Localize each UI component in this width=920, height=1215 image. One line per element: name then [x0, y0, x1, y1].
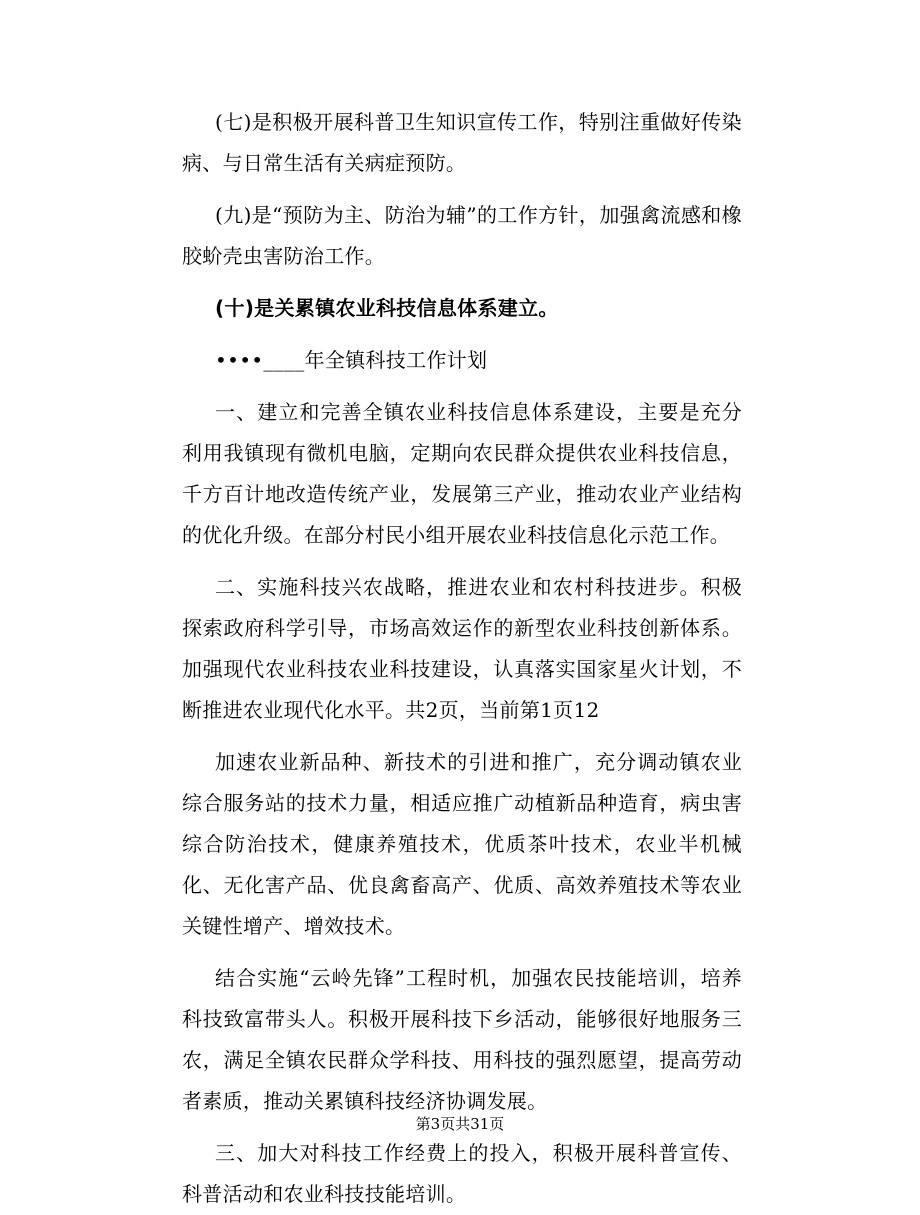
paragraph-9: 三、加大对科技工作经费上的投入，积极开展科普宣传、科普活动和农业科技技能培训。: [182, 1141, 742, 1206]
document-body: [182, 102, 742, 1215]
paragraph-6: 二、实施科技兴农战略，推进农业和农村科技进步。积极探索政府科学引导，市场高效运作的新型农业科技创新体系。加强现代农业科技农业科技建设，认真落实国家星火计划，不断推进农业现代化水平。共2页，当前第1页12: [182, 575, 742, 722]
paragraph-2: (九)是“预防为主、防治为辅”的工作方针，加强禽流感和橡胶蚧壳虫害防治工作。: [182, 203, 742, 268]
paragraph-3-heading: (十)是关累镇农业科技信息体系建立。: [215, 296, 559, 320]
paragraph-5: 一、建立和完善全镇农业科技信息体系建设，主要是充分利用我镇现有微机电脑，定期向农民群众提供农业科技信息，千方百计地改造传统产业，发展第三产业，推动农业产业结构的优化升级。在部分村民小组开展农业科技信息化示范工作。: [182, 400, 742, 547]
paragraph-1: (七)是积极开展科普卫生知识宣传工作，特别注重做好传染病、与日常生活有关病症预防。: [182, 110, 742, 175]
page-footer: 第3页共31页: [415, 1115, 505, 1133]
paragraph-7: 加速农业新品种、新技术的引进和推广，充分调动镇农业综合服务站的技术力量，相适应推广动植新品种造育，病虫害综合防治技术，健康养殖技术，优质茶叶技术，农业半机械化、无化害产品、优良禽畜高产、优质、高效养殖技术等农业关键性增产、增效技术。: [182, 750, 742, 938]
paragraph-4-plan-title: ••••____年全镇科技工作计划: [215, 348, 488, 372]
paragraph-8: 结合实施“云岭先锋”工程时机，加强农民技能培训，培养科技致富带头人。积极开展科技下乡活动，能够很好地服务三农，满足全镇农民群众学科技、用科技的强烈愿望，提高劳动者素质，推动关累镇科技经济协调发展。: [182, 966, 742, 1113]
